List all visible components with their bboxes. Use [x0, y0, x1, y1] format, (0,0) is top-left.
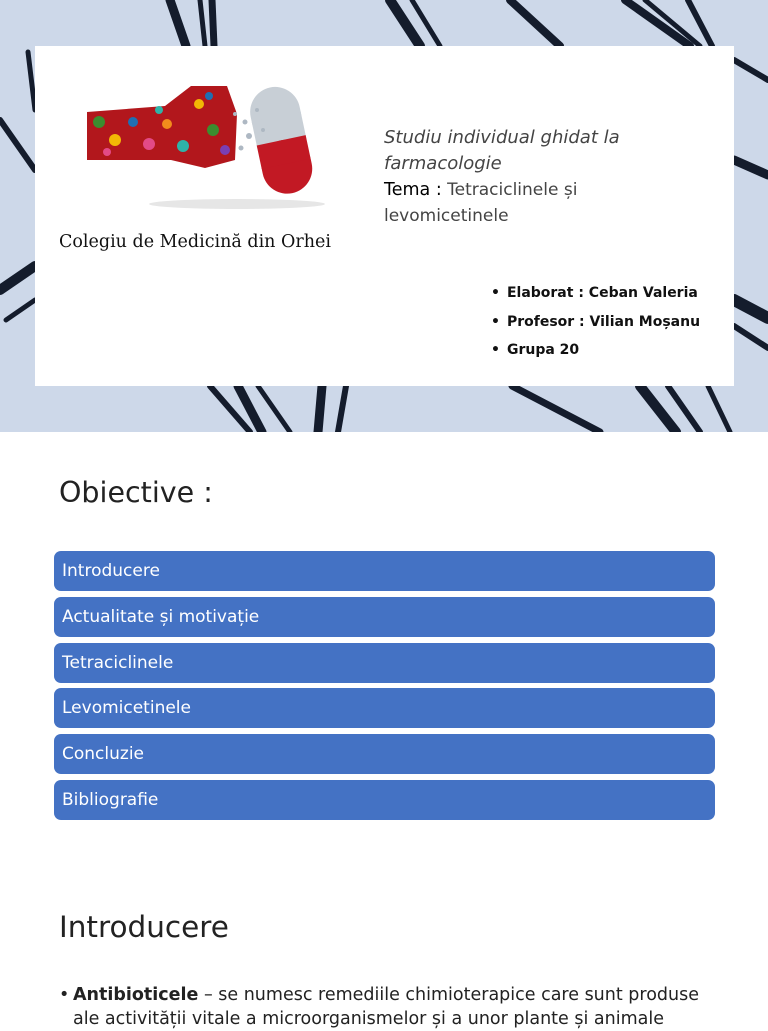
presentation-title	[384, 125, 684, 229]
credit-elaborat: • Elaborat : Ceban Valeria	[491, 279, 700, 308]
credits-list	[491, 279, 700, 365]
objective-item-actualitate: Actualitate și motivație	[54, 597, 715, 637]
credit-grupa: • Grupa 20	[491, 336, 700, 365]
fist-capsule-icon	[87, 56, 335, 212]
objective-item-concluzie: Concluzie	[54, 734, 715, 774]
objective-item-introducere: Introducere	[54, 551, 715, 591]
tema-value: Tetraciclinele și levomicetinele	[384, 180, 578, 226]
college-name: Colegiu de Medicină din Orhei	[59, 232, 331, 252]
objectives-list	[54, 551, 715, 826]
objectives-title: Obiective :	[59, 476, 213, 509]
bullet-icon: •	[59, 985, 70, 1005]
objective-item-levomicetinele: Levomicetinele	[54, 688, 715, 728]
tema-label: Tema :	[384, 180, 442, 200]
bullet-text: – se numesc remediile chimioterapice care sunt produse ale activității vitale a microorganismelor și a unor plante și animale	[73, 985, 700, 1029]
tema-line	[384, 177, 684, 229]
title-italic-text: Studiu individual ghidat la farmacologie	[384, 127, 620, 174]
objective-item-bibliografie: Bibliografie	[54, 780, 715, 820]
credit-profesor: • Profesor : Vilian Moșanu	[491, 308, 700, 337]
introduction-title: Introducere	[59, 910, 229, 944]
objective-item-tetraciclinele: Tetraciclinele	[54, 643, 715, 683]
title-slide	[0, 0, 768, 432]
bullet-term: Antibioticele	[73, 985, 199, 1005]
title-card	[35, 46, 734, 386]
